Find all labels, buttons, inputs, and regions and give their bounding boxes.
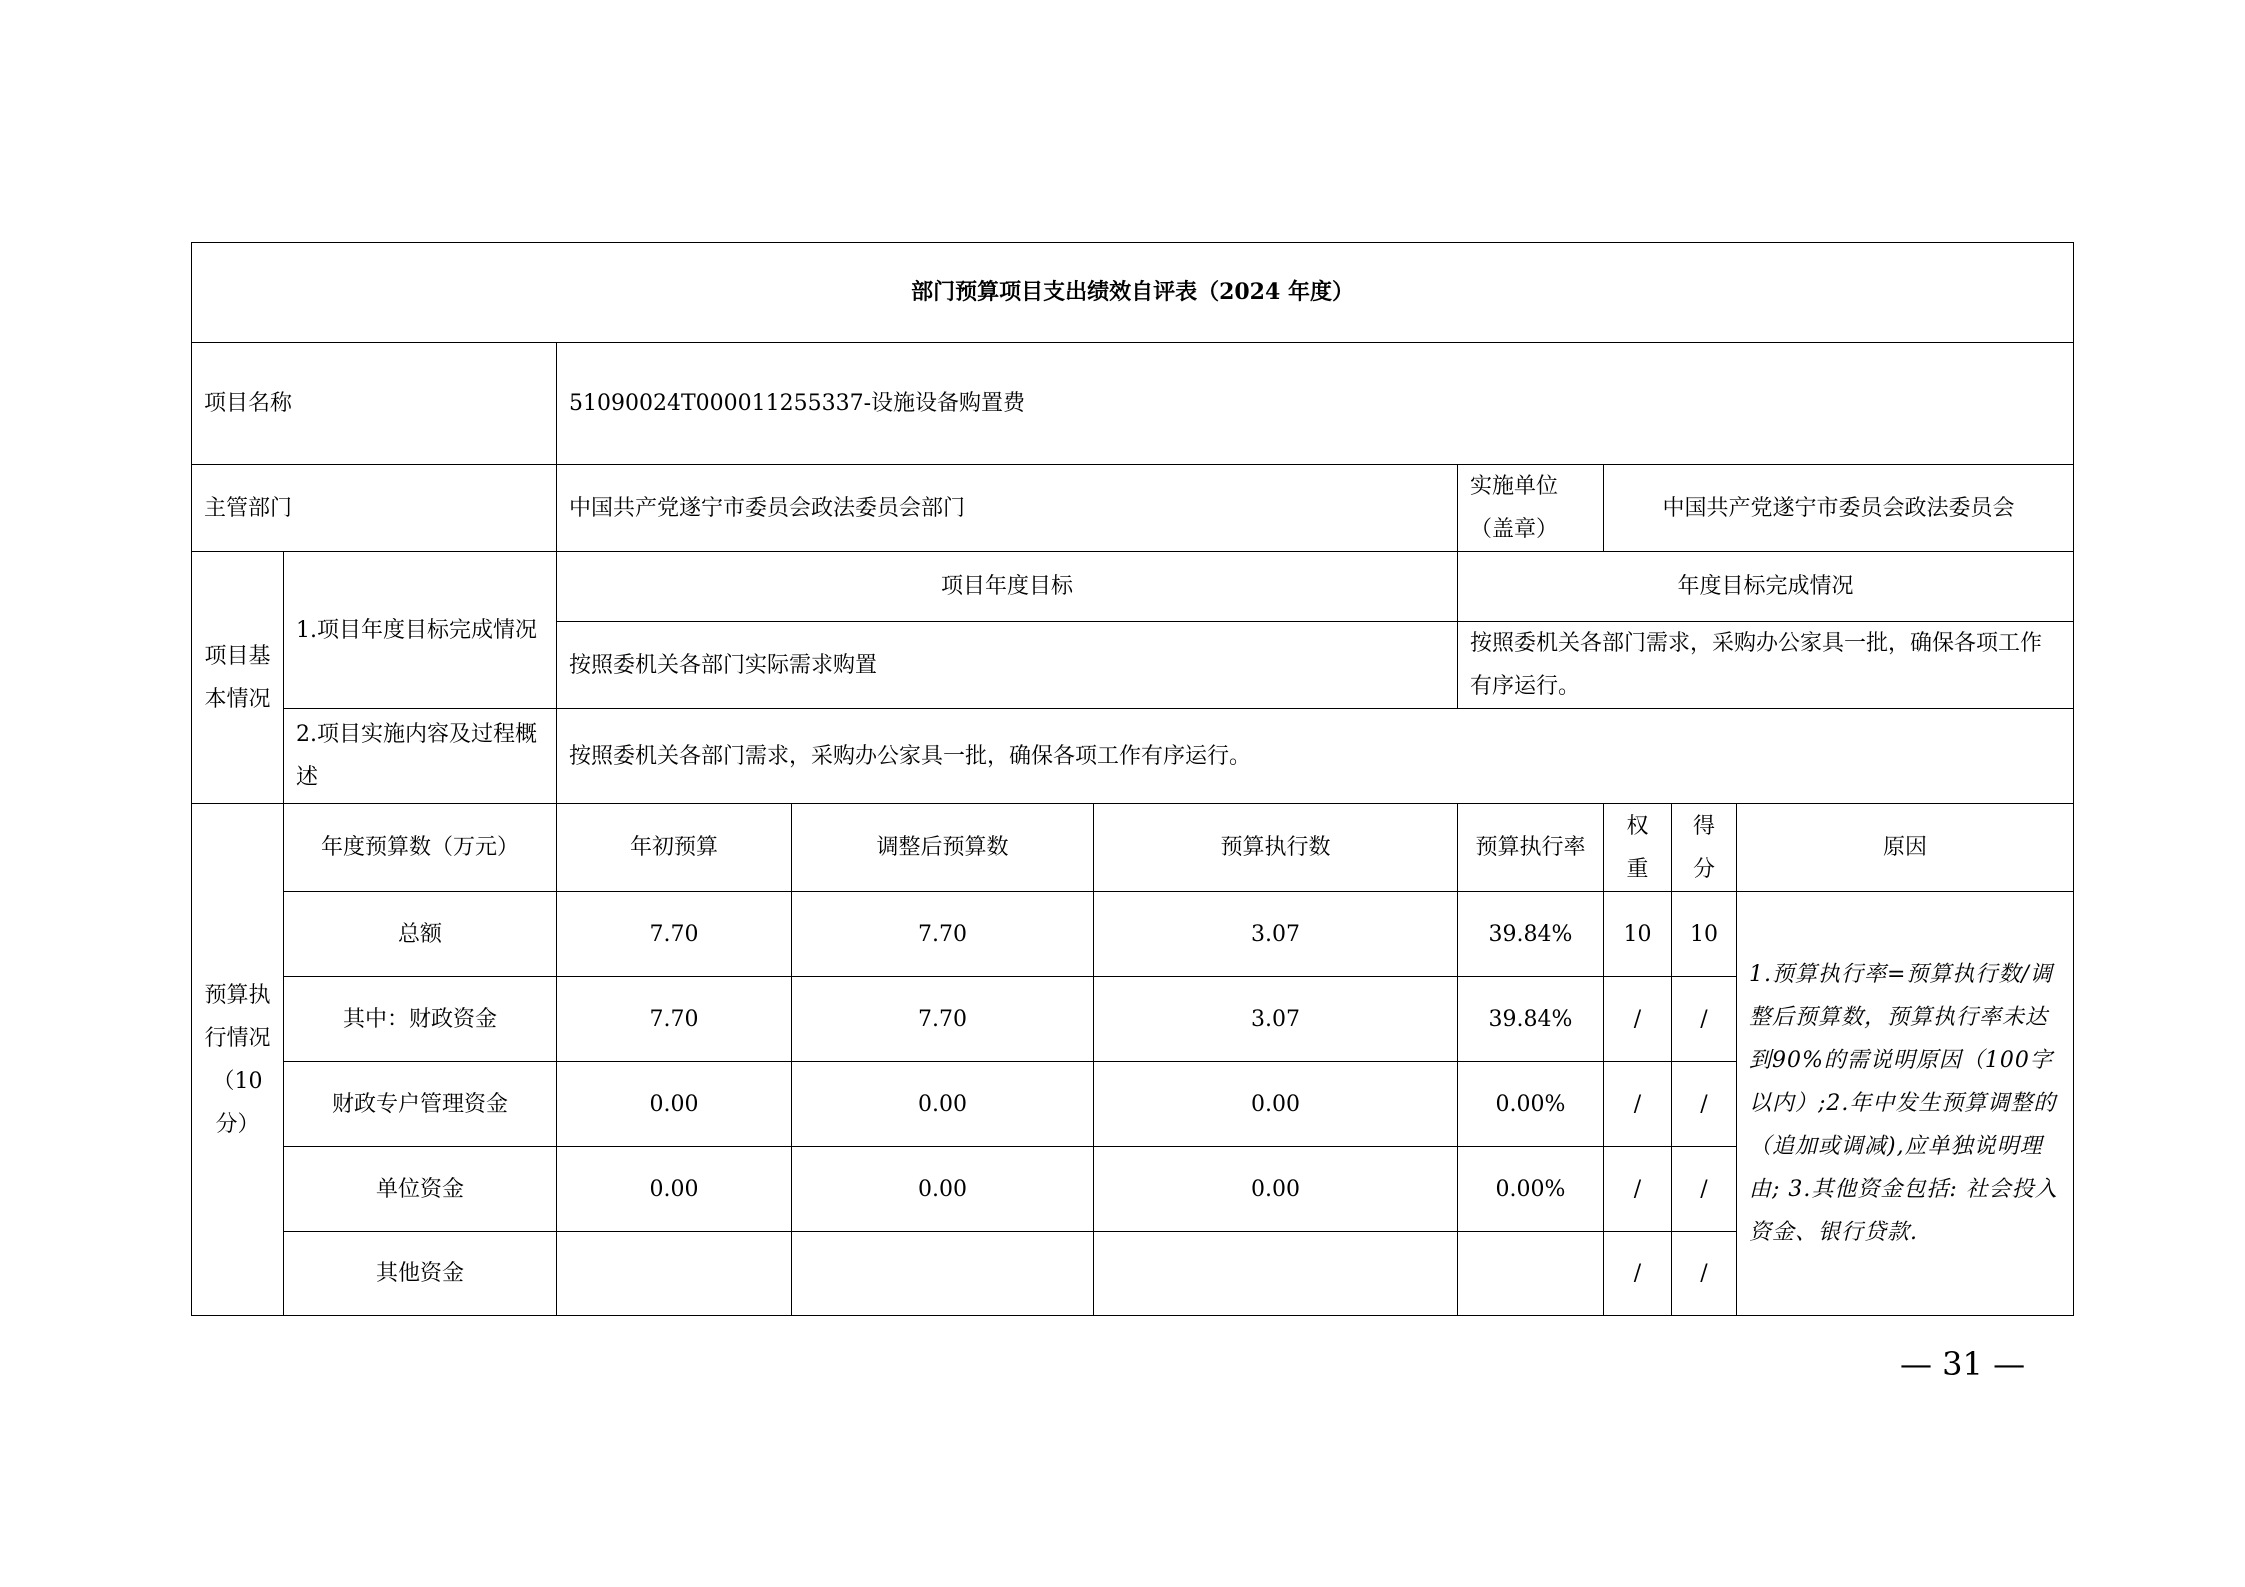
row-adjusted xyxy=(792,1232,1094,1316)
reason-note: 1.预算执行率=预算执行数/调整后预算数，预算执行率未达到90%的需说明原因（100字以内）;2.年中发生预算调整的（追加或调减),应单独说明理由; 3.其他资金包括: 社会投入资金、银行贷款. xyxy=(1737,892,2074,1316)
row-executed: 3.07 xyxy=(1094,977,1458,1062)
row-adjusted: 7.70 xyxy=(792,977,1094,1062)
row-category: 财政专户管理资金 xyxy=(284,1062,557,1147)
row-category: 单位资金 xyxy=(284,1147,557,1232)
row-rate xyxy=(1458,1232,1604,1316)
row-executed xyxy=(1094,1232,1458,1316)
row-rate: 0.00% xyxy=(1458,1147,1604,1232)
row-category: 其他资金 xyxy=(284,1232,557,1316)
row-initial: 7.70 xyxy=(557,892,792,977)
row-executed: 3.07 xyxy=(1094,892,1458,977)
project-name-value: 51090024T000011255337-设施设备购置费 xyxy=(557,343,2074,465)
row-adjusted: 0.00 xyxy=(792,1062,1094,1147)
header-rate: 预算执行率 xyxy=(1458,804,1604,892)
goal-label: 1.项目年度目标完成情况 xyxy=(284,552,557,709)
header-executed: 预算执行数 xyxy=(1094,804,1458,892)
impl-unit-value: 中国共产党遂宁市委员会政法委员会 xyxy=(1604,465,2074,552)
row-weight: / xyxy=(1604,1062,1672,1147)
row-score: / xyxy=(1672,1147,1737,1232)
row-executed: 0.00 xyxy=(1094,1062,1458,1147)
performance-self-evaluation-table xyxy=(191,242,2074,1316)
goal-value: 按照委机关各部门实际需求购置 xyxy=(557,622,1458,709)
row-rate: 39.84% xyxy=(1458,892,1604,977)
completion-value: 按照委机关各部门需求，采购办公家具一批，确保各项工作有序运行。 xyxy=(1458,622,2074,709)
dept-label: 主管部门 xyxy=(192,465,557,552)
row-score: / xyxy=(1672,1232,1737,1316)
page-number: — 31 — xyxy=(1900,1345,2026,1383)
row-initial xyxy=(557,1232,792,1316)
table-row xyxy=(192,892,2074,977)
row-initial: 0.00 xyxy=(557,1062,792,1147)
header-reason: 原因 xyxy=(1737,804,2074,892)
header-initial: 年初预算 xyxy=(557,804,792,892)
header-weight: 权重 xyxy=(1604,804,1672,892)
row-category: 总额 xyxy=(284,892,557,977)
row-executed: 0.00 xyxy=(1094,1147,1458,1232)
completion-header: 年度目标完成情况 xyxy=(1458,552,2074,622)
header-category: 年度预算数（万元） xyxy=(284,804,557,892)
row-weight: / xyxy=(1604,977,1672,1062)
goal-header: 项目年度目标 xyxy=(557,552,1458,622)
row-initial: 7.70 xyxy=(557,977,792,1062)
header-adjusted: 调整后预算数 xyxy=(792,804,1094,892)
row-adjusted: 0.00 xyxy=(792,1147,1094,1232)
row-category: 其中：财政资金 xyxy=(284,977,557,1062)
content-value: 按照委机关各部门需求，采购办公家具一批，确保各项工作有序运行。 xyxy=(557,709,2074,804)
project-name-label: 项目名称 xyxy=(192,343,557,465)
row-weight: 10 xyxy=(1604,892,1672,977)
content-label: 2.项目实施内容及过程概述 xyxy=(284,709,557,804)
row-weight: / xyxy=(1604,1147,1672,1232)
form-title: 部门预算项目支出绩效自评表（2024 年度） xyxy=(192,243,2074,343)
row-initial: 0.00 xyxy=(557,1147,792,1232)
row-weight: / xyxy=(1604,1232,1672,1316)
row-rate: 0.00% xyxy=(1458,1062,1604,1147)
row-score: 10 xyxy=(1672,892,1737,977)
row-adjusted: 7.70 xyxy=(792,892,1094,977)
row-rate: 39.84% xyxy=(1458,977,1604,1062)
header-score: 得分 xyxy=(1672,804,1737,892)
basic-section-label: 项目基本情况 xyxy=(192,552,284,804)
row-score: / xyxy=(1672,977,1737,1062)
budget-section-label: 预算执行情况（10分） xyxy=(192,804,284,1316)
impl-unit-label: 实施单位（盖章） xyxy=(1458,465,1604,552)
row-score: / xyxy=(1672,1062,1737,1147)
dept-value: 中国共产党遂宁市委员会政法委员会部门 xyxy=(557,465,1458,552)
